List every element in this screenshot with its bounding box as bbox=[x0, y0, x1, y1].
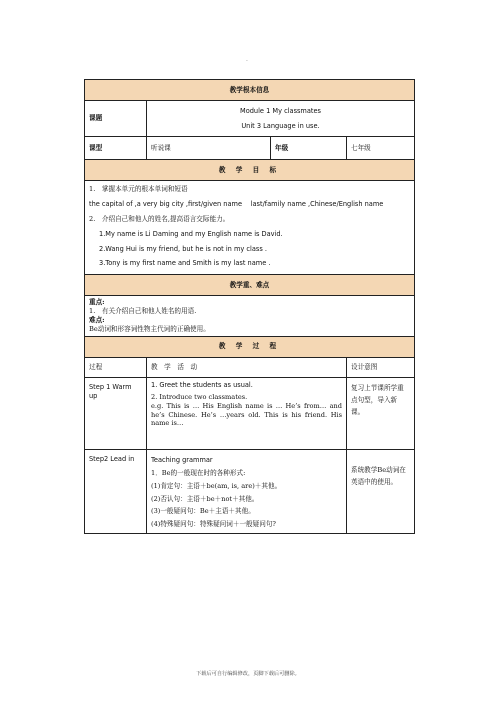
step2-intent: 系统教学Be动词在英语中的使用。 bbox=[347, 449, 415, 533]
step2-line-2: (1)肯定句：主语＋be(am, is, are)＋其他。 bbox=[151, 481, 282, 490]
objectives-header: 教 学 目 标 bbox=[85, 160, 415, 181]
col-step-header: 过程 bbox=[85, 357, 147, 377]
topic-value bbox=[147, 101, 415, 137]
step1-line-1: 1. Greet the students as usual. bbox=[151, 380, 253, 389]
topic-line-2: Unit 3 Language in use. bbox=[241, 121, 320, 130]
lesson-plan-table bbox=[84, 79, 415, 534]
key-points-header: 教学重、难点 bbox=[85, 275, 415, 296]
difficulty-text: Be动词和形容词性物主代词的正确使用。 bbox=[89, 325, 210, 334]
step2-activity bbox=[147, 449, 347, 533]
key-label: 重点: bbox=[89, 298, 105, 307]
topic-line-1: Module 1 My classmates bbox=[240, 106, 321, 115]
topic-label: 课题 bbox=[85, 101, 147, 137]
objective-item-1: 1. 掌握本单元的根本单词和短语 bbox=[89, 185, 188, 193]
col-intent-header: 设计意图 bbox=[347, 357, 415, 377]
step2-line-5: (4)特殊疑问句：特殊疑问词＋一般疑问句? bbox=[151, 520, 276, 529]
step1-name: Step 1 Warm up bbox=[85, 377, 147, 449]
objective-words: the capital of ,a very big city ,first/given name last/family name ,Chinese/English name bbox=[89, 199, 384, 208]
difficulty-label: 难点: bbox=[89, 316, 105, 325]
type-value: 听说课 bbox=[147, 137, 271, 160]
objective-item-2: 2. 介绍自己和他人的姓名,提高语言交际能力。 bbox=[89, 214, 230, 223]
grade-label: 年级 bbox=[271, 137, 347, 160]
step2-line-3: (2)否认句：主语＋be＋not＋其他。 bbox=[151, 494, 259, 503]
objective-sentence-1: 1.My name is Li Daming and my English name is David. bbox=[99, 229, 283, 238]
step2-line-1: 1．Be的一般现在时的各种形式: bbox=[151, 468, 246, 477]
objective-sentence-2: 2.Wang Hui is my friend, but he is not in my class . bbox=[99, 244, 267, 253]
grade-value: 七年级 bbox=[347, 137, 415, 160]
step2-line-4: (3)一般疑问句：Be＋主语＋其他。 bbox=[151, 507, 255, 516]
process-header: 教 学 过 程 bbox=[85, 336, 415, 357]
step2-name: Step2 Lead in bbox=[85, 449, 147, 533]
type-label: 课型 bbox=[85, 137, 147, 160]
objectives-body bbox=[85, 181, 415, 275]
step1-line-2: 2. Introduce two classmates. bbox=[151, 392, 248, 401]
basic-info-header: 教学根本信息 bbox=[85, 80, 415, 101]
key-points-body bbox=[85, 296, 415, 337]
step2-title: Teaching grammar bbox=[151, 455, 213, 464]
step1-activity bbox=[147, 377, 347, 449]
step1-intent: 复习上节课所学重点句型，导入新课。 bbox=[347, 377, 415, 449]
step1-line-3: e.g. This is … His English name is … He’s from… and he’s Chinese. He’s …years old. This is his friend. His name is… bbox=[151, 401, 342, 428]
col-activity-header: 教 学 活 动 bbox=[147, 357, 347, 377]
objective-sentence-3: 3.Tony is my first name and Smith is my last name . bbox=[99, 259, 271, 268]
top-mark: . bbox=[246, 56, 248, 63]
key-text: 1. 有关介绍自己和他人姓名的用语. bbox=[89, 307, 197, 316]
page-footer: 下载后可自行编辑修改，页脚下载后可删除。 bbox=[196, 671, 300, 677]
